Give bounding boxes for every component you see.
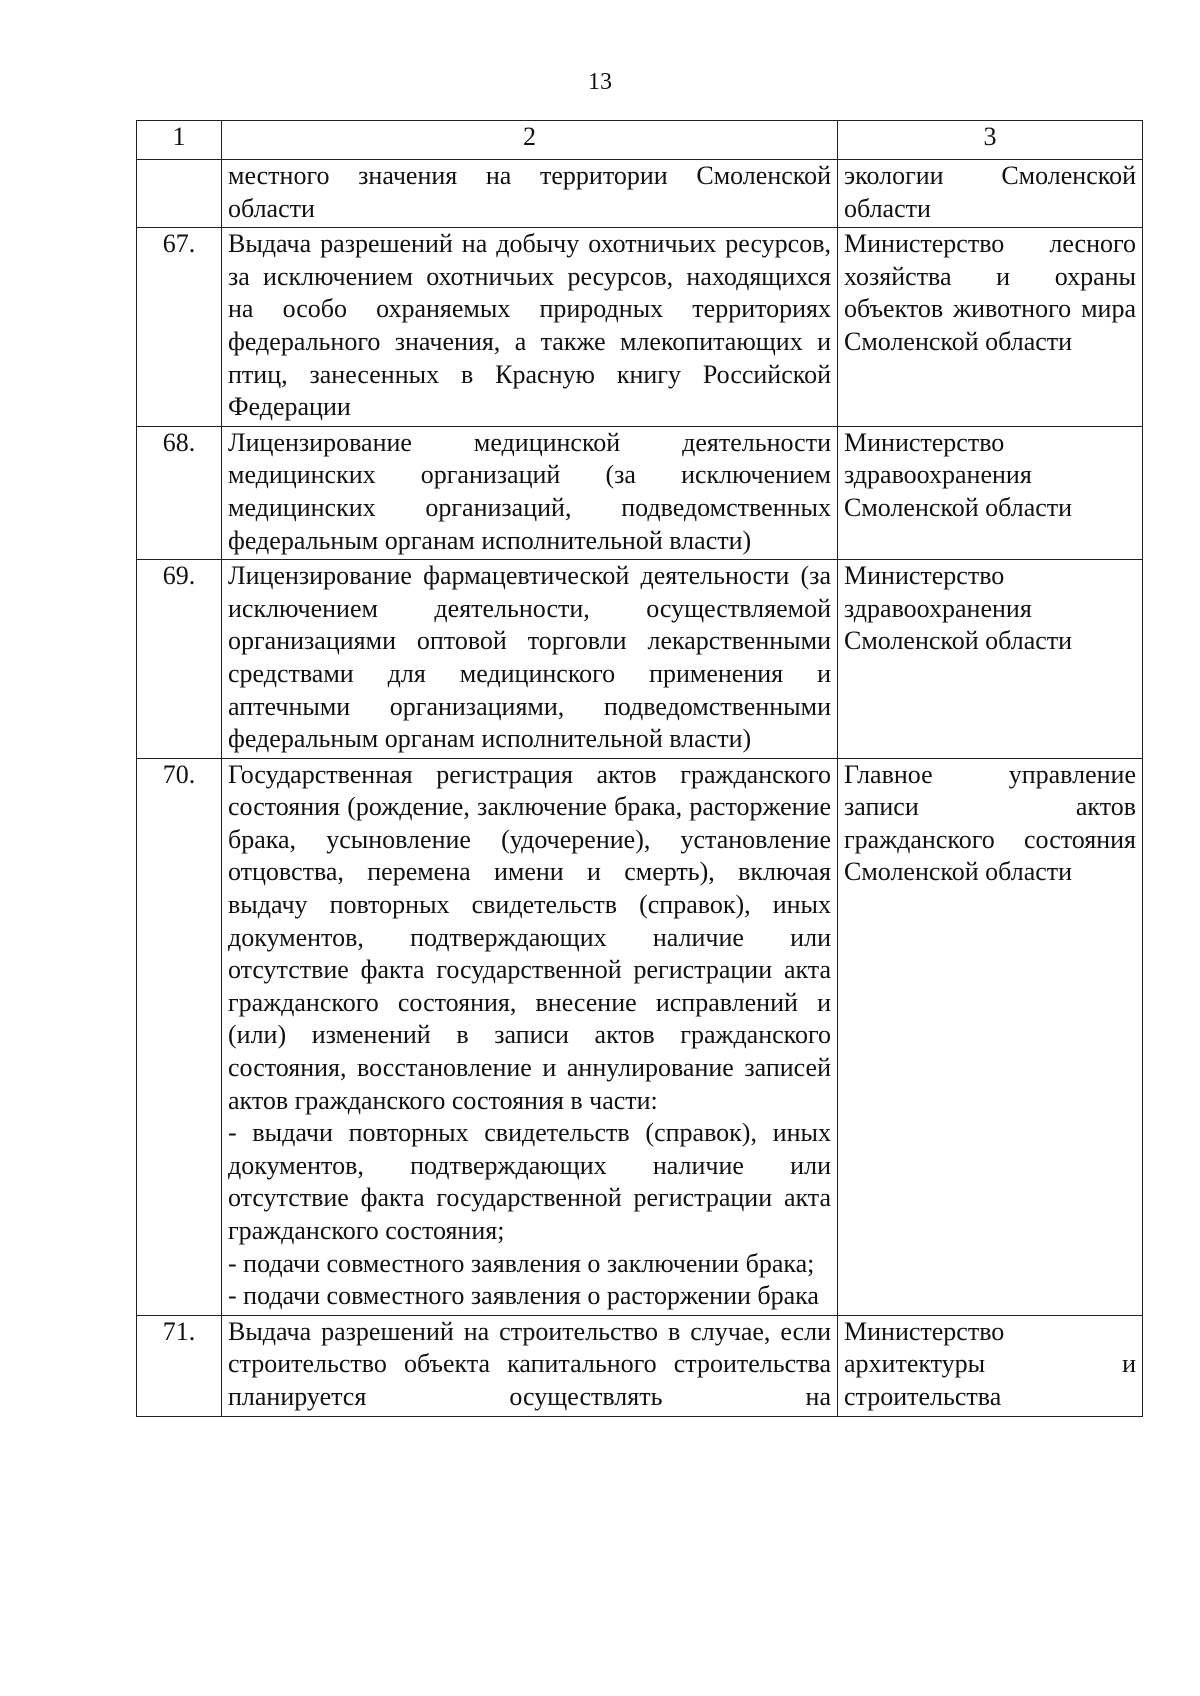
header-col-1: 1 xyxy=(137,121,222,160)
table-row xyxy=(137,1315,1143,1416)
row-number xyxy=(137,160,222,228)
description-paragraph: - подачи совместного заявления о расторжении брака xyxy=(228,1281,819,1311)
row-description xyxy=(222,228,838,427)
description-paragraph: - подачи совместного заявления о заключении брака; xyxy=(228,1248,815,1278)
row-number: 69. xyxy=(137,560,222,759)
row-authority: Министерство здравоохранения Смоленской области xyxy=(838,426,1143,559)
description-paragraph: Государственная регистрация актов гражданского состояния (рождение, заключение брака, расторжение брака, усыновление (удочерение), установление отцовства, перемена имени и смерть), включая выдачу повторных свидетельств (справок), иных документов, подтверждающих наличие или отсутствие факта государственной регистрации акта гражданского состояния, внесение исправлений и (или) изменений в записи актов гражданского состояния, восстановление и аннулирование записей актов гражданского состояния в части: xyxy=(228,759,831,1115)
description-paragraph: местного значения на территории Смоленской области xyxy=(228,161,831,223)
row-authority: Министерство здравоохранения Смоленской области xyxy=(838,560,1143,759)
row-number: 68. xyxy=(137,426,222,559)
table-row xyxy=(137,160,1143,228)
row-number: 70. xyxy=(137,758,222,1315)
header-col-3: 3 xyxy=(838,121,1143,160)
row-description xyxy=(222,560,838,759)
row-description xyxy=(222,426,838,559)
header-col-2: 2 xyxy=(222,121,838,160)
table-header-row xyxy=(137,121,1143,160)
description-paragraph: Выдача разрешений на добычу охотничьих ресурсов, за исключением охотничьих ресурсов, находящихся на особо охраняемых природных территориях федерального значения, а также млекопитающих и птиц, занесенных в Красную книгу Российской Федерации xyxy=(228,229,831,422)
row-authority: Главное управление записи актов гражданского состояния Смоленской области xyxy=(838,758,1143,1315)
description-paragraph: - выдачи повторных свидетельств (справок), иных документов, подтверждающих наличие или отсутствие факта государственной регистрации акта гражданского состояния; xyxy=(228,1118,831,1245)
row-authority: экологии Смоленской области xyxy=(838,160,1143,228)
table-row xyxy=(137,228,1143,427)
table-row xyxy=(137,426,1143,559)
page-number: 13 xyxy=(588,69,612,95)
row-description xyxy=(222,758,838,1315)
document-table xyxy=(136,120,1143,1417)
row-description xyxy=(222,1315,838,1416)
row-number: 71. xyxy=(137,1315,222,1416)
description-paragraph: Выдача разрешений на строительство в случае, если строительство объекта капитального строительства планируется осуществлять на xyxy=(228,1316,831,1411)
row-number: 67. xyxy=(137,228,222,427)
table-row xyxy=(137,560,1143,759)
row-authority: Министерство лесного хозяйства и охраны объектов животного мира Смоленской области xyxy=(838,228,1143,427)
row-authority: Министерство архитектуры и строительства xyxy=(838,1315,1143,1416)
row-description xyxy=(222,160,838,228)
description-paragraph: Лицензирование медицинской деятельности медицинских организаций (за исключением медицинских организаций, подведомственных федеральным органам исполнительной власти) xyxy=(228,427,831,555)
description-paragraph: Лицензирование фармацевтической деятельности (за исключением деятельности, осуществляемой организациями оптовой торговли лекарственными средствами для медицинского применения и аптечными организациями, подведомственными федеральным органам исполнительной власти) xyxy=(228,561,831,754)
table-row xyxy=(137,758,1143,1315)
